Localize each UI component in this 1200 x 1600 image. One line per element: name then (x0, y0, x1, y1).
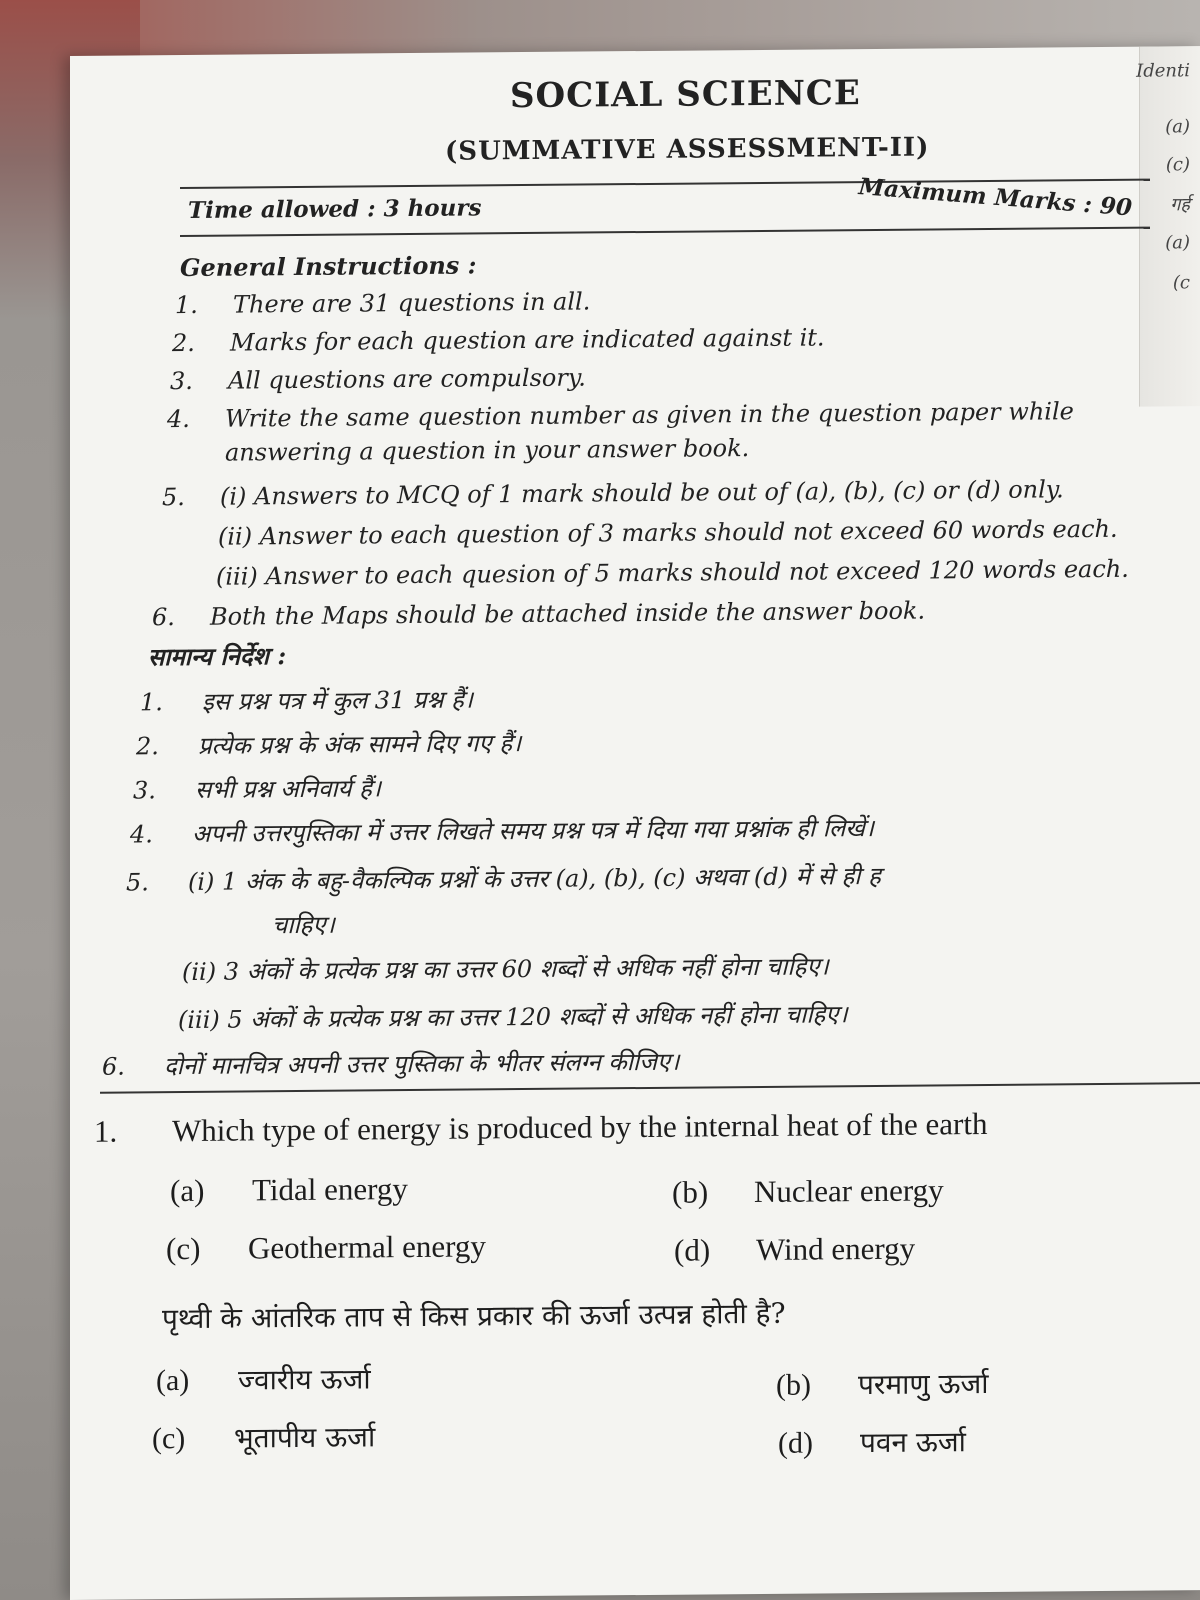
option-label: (c) (152, 1421, 186, 1456)
instruction-item (175, 287, 590, 319)
instruction-number (158, 585, 216, 586)
option-label: (a) (156, 1363, 190, 1398)
instruction-text: अपनी उत्तरपुस्तिका में उत्तर लिखते समय प्रश्न पत्र में दिया गया प्रश्नांक ही लिखें। (192, 813, 874, 848)
margin-text: (a) (1165, 232, 1190, 254)
instruction-text: (iii) Answer to each quesion of 5 marks should not exceed 120 words each. (216, 554, 1129, 591)
option-c (166, 1228, 486, 1267)
instruction-number (167, 461, 225, 462)
instruction-item (160, 515, 1118, 551)
instruction-text: प्रत्येक प्रश्न के अंक सामने दिए गए हैं। (198, 729, 522, 760)
option-a (170, 1171, 408, 1209)
instruction-text: There are 31 questions in all. (233, 287, 591, 319)
option-label: (d) (778, 1426, 813, 1460)
instruction-number: 1. (175, 290, 198, 320)
time-allowed: Time allowed : 3 hours (188, 194, 482, 224)
hindi-option-c (152, 1417, 375, 1457)
hindi-instruction-item (130, 811, 874, 850)
margin-text: (c (1172, 272, 1190, 294)
instruction-number: 4. (130, 820, 153, 849)
hindi-instruction-item (140, 682, 473, 718)
instruction-number: 1. (140, 688, 163, 717)
hindi-option-a (156, 1359, 371, 1399)
option-label: (d) (674, 1232, 711, 1268)
margin-text: Identi (1136, 60, 1190, 82)
general-instructions-heading: General Instructions : (180, 250, 477, 283)
question-1 (94, 1106, 987, 1150)
instruction-item (158, 555, 1129, 591)
option-text: Nuclear energy (754, 1172, 944, 1210)
hindi-instructions-heading: सामान्य निर्देश : (148, 641, 287, 672)
instruction-text: Write the same question number as given in the question paper while (225, 397, 1074, 433)
instruction-item (167, 434, 749, 467)
hindi-instruction-item (102, 1045, 679, 1083)
option-text: ज्वारीय ऊर्जा (238, 1362, 371, 1397)
maximum-marks: Maximum Marks : 90 (857, 173, 1134, 222)
hindi-instruction-item (136, 726, 521, 762)
instruction-text: (ii) 3 अंकों के प्रत्येक प्रश्न का उत्तर 60 शब्दों से अधिक नहीं होना चाहिए। (182, 952, 829, 987)
instruction-number: 2. (136, 732, 159, 761)
instruction-number: 6. (102, 1052, 125, 1081)
page-title: SOCIAL SCIENCE (510, 73, 861, 117)
hindi-instruction-item (126, 859, 881, 899)
instruction-text: answering a question in your answer book. (225, 434, 750, 467)
exam-page (70, 46, 1200, 1600)
divider (180, 227, 1150, 237)
instruction-text: इस प्रश्न पत्र में कुल 31 प्रश्न हैं। (202, 685, 473, 716)
option-text: Geothermal energy (248, 1228, 486, 1266)
option-text: परमाणु ऊर्जा (858, 1366, 989, 1402)
instruction-text: All questions are compulsory. (228, 363, 586, 395)
hindi-instruction-item (133, 771, 381, 806)
instruction-number: 3. (133, 776, 156, 805)
option-text: भूतापीय ऊर्जा (234, 1420, 376, 1455)
hindi-instruction-item (178, 997, 848, 1036)
option-d (674, 1231, 915, 1269)
option-text: Wind energy (756, 1230, 916, 1268)
instruction-text: (i) Answers to MCQ of 1 mark should be out of (a), (b), (c) or (d) only. (220, 475, 1064, 511)
instruction-item (170, 363, 586, 395)
margin-text: (a) (1165, 116, 1190, 138)
instruction-item (172, 323, 825, 357)
instruction-text: (i) 1 अंक के बहु-वैकल्पिक प्रश्नों के उत्तर (a), (b), (c) अथवा (d) में से ही ह (188, 861, 881, 896)
option-text: Tidal energy (252, 1171, 408, 1208)
option-b (672, 1172, 944, 1210)
instruction-number: 5. (126, 868, 149, 897)
question-1-hindi: पृथ्वी के आंतरिक ताप से किस प्रकार की ऊर्जा उत्पन्न होती है? (162, 1296, 786, 1336)
option-label: (c) (166, 1230, 201, 1267)
question-text: Which type of energy is produced by the internal heat of the earth (172, 1105, 988, 1149)
question-number: 1. (94, 1113, 118, 1149)
instruction-item (167, 397, 1074, 433)
hindi-instruction-item (182, 949, 829, 988)
instruction-number: 6. (152, 603, 175, 632)
instruction-number (160, 545, 218, 546)
hindi-instruction-item (272, 908, 335, 942)
instruction-number: 2. (172, 328, 195, 358)
instruction-number: 5. (162, 482, 185, 512)
instruction-text: (iii) 5 अंकों के प्रत्येक प्रश्न का उत्तर 120 शब्दों से अधिक नहीं होना चाहिए। (178, 1000, 848, 1035)
option-label: (b) (776, 1368, 811, 1402)
instruction-item (162, 475, 1064, 511)
hindi-option-b (776, 1364, 989, 1404)
instruction-number: 4. (167, 404, 190, 434)
margin-text: (c) (1165, 154, 1190, 176)
hindi-option-d (778, 1422, 966, 1462)
instruction-text: चाहिए। (272, 910, 335, 940)
page-subtitle: (SUMMATIVE ASSESSMENT-II) (445, 132, 930, 167)
option-text: पवन ऊर्जा (860, 1425, 966, 1460)
option-label: (a) (170, 1172, 205, 1209)
instruction-number: 3. (170, 366, 193, 396)
instruction-text: Both the Maps should be attached inside the answer book. (210, 596, 926, 631)
instruction-item (152, 597, 925, 632)
divider (100, 1082, 1200, 1094)
option-label: (b) (672, 1174, 709, 1210)
instruction-text: (ii) Answer to each question of 3 marks should not exceed 60 words each. (218, 514, 1118, 551)
instruction-text: Marks for each question are indicated against it. (230, 323, 825, 357)
margin-text: गर्ह (1170, 194, 1190, 216)
instruction-text: दोनों मानचित्र अपनी उत्तर पुस्तिका के भीतर संलग्न कीजिए। (164, 1047, 680, 1081)
instruction-text: सभी प्रश्न अनिवार्य हैं। (195, 774, 382, 804)
